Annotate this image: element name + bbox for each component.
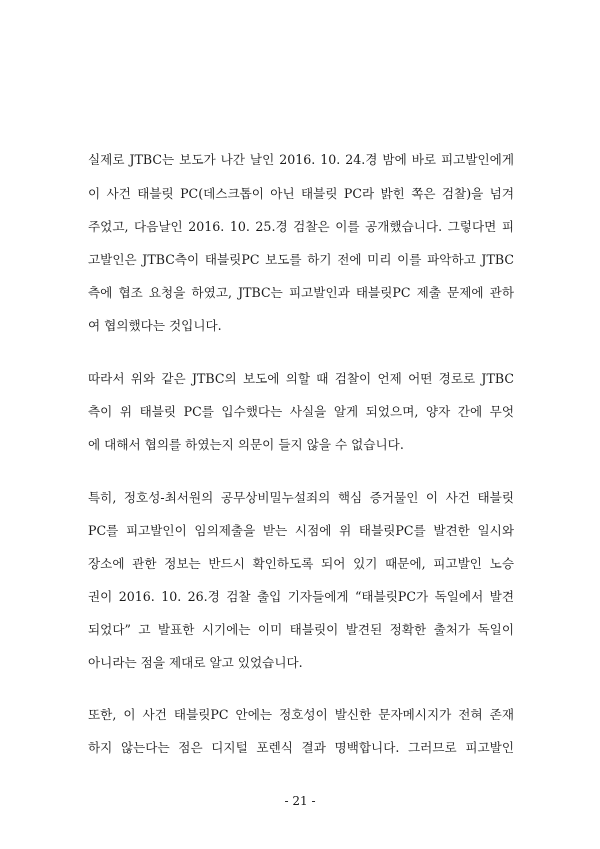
paragraph-line: PC를 피고발인이 임의제출을 받는 시점에 위 태블릿PC를 발견한 일시와: [88, 523, 514, 538]
paragraph-line: 이 사건 태블릿 PC(데스크톱이 아닌 태블릿 PC라 밝힌 쪽은 검찰)을 넘겨: [88, 186, 514, 201]
paragraph-line: 측이 위 태블릿 PC를 입수했다는 사실을 알게 되었으며, 양자 간에 무엇: [88, 404, 514, 419]
paragraph-line: 실제로 JTBC는 보도가 나간 날인 2016. 10. 24.경 밤에 바로 피고발인에게: [88, 152, 514, 167]
paragraph-line: 주었고, 다음날인 2016. 10. 25.경 검찰은 이를 공개했습니다. 그렇다면 피: [88, 219, 514, 234]
paragraph-line: 특히, 정호성-최서원의 공무상비밀누설죄의 핵심 증거물인 이 사건 태블릿: [88, 490, 514, 505]
paragraph-line: 따라서 위와 같은 JTBC의 보도에 의할 때 검찰이 언제 어떤 경로로 JTBC: [88, 371, 514, 386]
paragraph-line: 또한, 이 사건 태블릿PC 안에는 정호성이 발신한 문자메시지가 전혀 존재: [88, 707, 514, 722]
paragraph-line: 권이 2016. 10. 26.경 검찰 출입 기자들에게 “태블릿PC가 독일에서 발견: [88, 589, 514, 604]
page-number: - 21 -: [284, 794, 316, 808]
paragraph-line: 고발인은 JTBC측이 태블릿PC 보도를 하기 전에 미리 이를 파악하고 JTBC: [88, 252, 514, 267]
paragraph-line: 측에 협조 요청을 하였고, JTBC는 피고발인과 태블릿PC 제출 문제에 관하: [88, 285, 514, 300]
paragraph-line: 장소에 관한 정보는 반드시 확인하도록 되어 있기 때문에, 피고발인 노승: [88, 556, 514, 571]
paragraph-line: 되었다” 고 발표한 시기에는 이미 태블릿이 발견된 정확한 출처가 독일이: [88, 622, 514, 637]
paragraph-line: 여 협의했다는 것입니다.: [88, 318, 222, 333]
paragraph-line: 하지 않는다는 점은 디지털 포렌식 결과 명백합니다. 그러므로 피고발인: [88, 740, 514, 755]
paragraph-line: 에 대해서 협의를 하였는지 의문이 들지 않을 수 없습니다.: [88, 437, 404, 452]
paragraph-line: 아니라는 점을 제대로 알고 있었습니다.: [88, 655, 303, 670]
